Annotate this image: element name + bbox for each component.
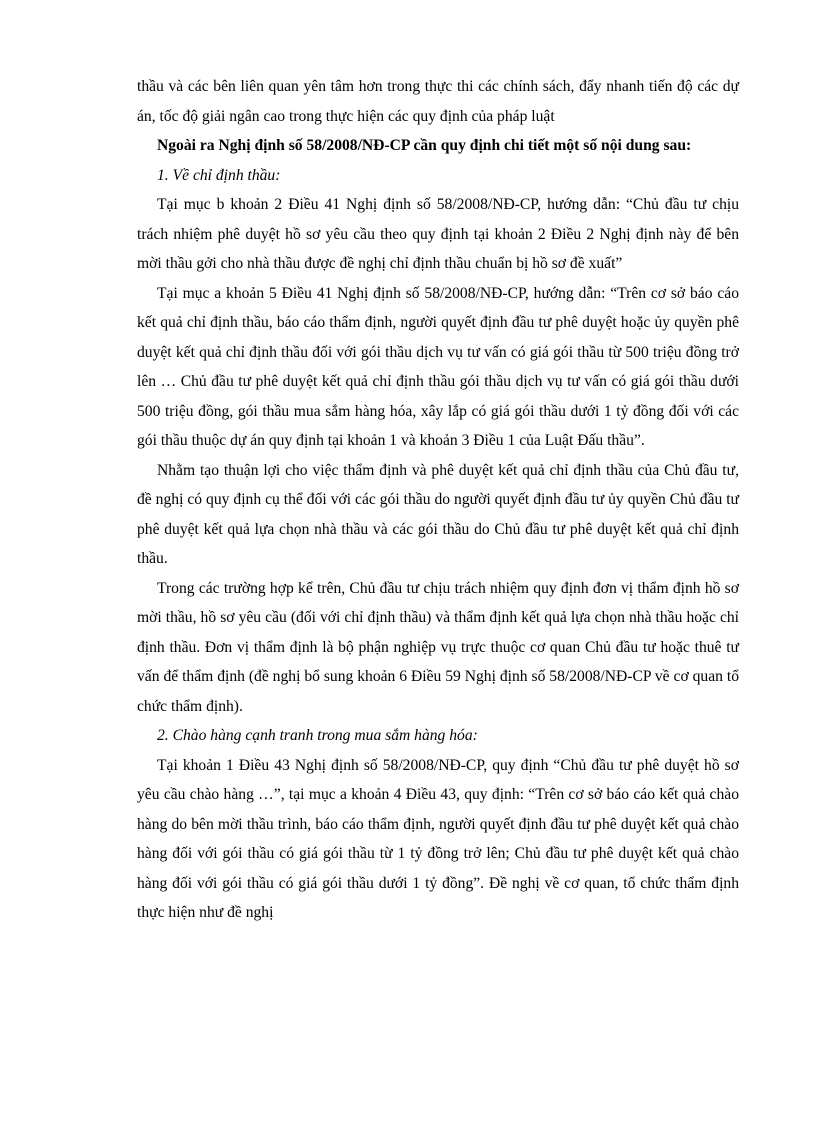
paragraph-2: Tại mục a khoản 5 Điều 41 Nghị định số 58/2008/NĐ-CP, hướng dẫn: “Trên cơ sở báo cáo kết quả chỉ định thầu, báo cáo thẩm định, người quyết định đầu tư phê duyệt hoặc ủy quyền phê duyệt kết quả chỉ định thầu đối với gói thầu dịch vụ tư vấn có giá gói thầu từ 500 triệu đồng trở lên … Chủ đầu tư phê duyệt kết quả chỉ định thầu gói thầu dịch vụ tư vấn có giá gói thầu dưới 500 triệu đồng, gói thầu mua sắm hàng hóa, xây lắp có giá gói thầu dưới 1 tỷ đồng đối với các gói thầu thuộc dự án quy định tại khoản 1 và khoản 3 Điều 1 của Luật Đấu thầu”.: [137, 284, 739, 449]
section-heading-2: 2. Chào hàng cạnh tranh trong mua sắm hàng hóa:: [157, 727, 478, 744]
paragraph-5: Tại khoản 1 Điều 43 Nghị định số 58/2008/NĐ-CP, quy định “Chủ đầu tư phê duyệt hồ sơ yêu cầu chào hàng …”, tại mục a khoản 4 Điều 43, quy định: “Trên cơ sở báo cáo kết quả chào hàng do bên mời thầu trình, báo cáo thẩm định, người quyết định đầu tư phê duyệt kết quả chào hàng đối với gói thầu có giá gói thầu từ 1 tỷ đồng trở lên; Chủ đầu tư phê duyệt kết quả chào hàng đối với gói thầu có giá gói thầu dưới 1 tỷ đồng”. Đề nghị về cơ quan, tổ chức thẩm định thực hiện như đề nghị: [137, 756, 739, 921]
section-heading-1: 1. Về chỉ định thầu:: [157, 166, 281, 184]
paragraph-continuation: thầu và các bên liên quan yên tâm hơn trong thực thi các chính sách, đẩy nhanh tiến độ các dự án, tốc độ giải ngân cao trong thực hiện các quy định của pháp luật: [137, 78, 739, 125]
paragraph-1: Tại mục b khoản 2 Điều 41 Nghị định số 58/2008/NĐ-CP, hướng dẫn: “Chủ đầu tư chịu trách nhiệm phê duyệt hồ sơ yêu cầu theo quy định tại khoản 2 Điều 2 Nghị định này để bên mời thầu gởi cho nhà thầu được đề nghị chỉ định thầu chuẩn bị hồ sơ đề xuất”: [137, 196, 739, 272]
paragraph-4: Trong các trường hợp kể trên, Chủ đầu tư chịu trách nhiệm quy định đơn vị thẩm định hồ sơ mời thầu, hồ sơ yêu cầu (đối với chỉ định thầu) và thẩm định kết quả lựa chọn nhà thầu hoặc chỉ định thầu. Đơn vị thẩm định là bộ phận nghiệp vụ trực thuộc cơ quan Chủ đầu tư hoặc thuê tư vấn để thẩm định (đề nghị bổ sung khoản 6 Điều 59 Nghị định số 58/2008/NĐ-CP về cơ quan tổ chức thẩm định).: [137, 579, 739, 715]
paragraph-3: Nhằm tạo thuận lợi cho việc thẩm định và phê duyệt kết quả chỉ định thầu của Chủ đầu tư, đề nghị có quy định cụ thể đối với các gói thầu do người quyết định đầu tư ủy quyền Chủ đầu tư phê duyệt kết quả lựa chọn nhà thầu và các gói thầu do Chủ đầu tư phê duyệt kết quả chỉ định thầu.: [137, 461, 739, 567]
bold-heading: Ngoài ra Nghị định số 58/2008/NĐ-CP cần quy định chi tiết một số nội dung sau:: [157, 137, 692, 154]
document-page: [137, 72, 739, 928]
